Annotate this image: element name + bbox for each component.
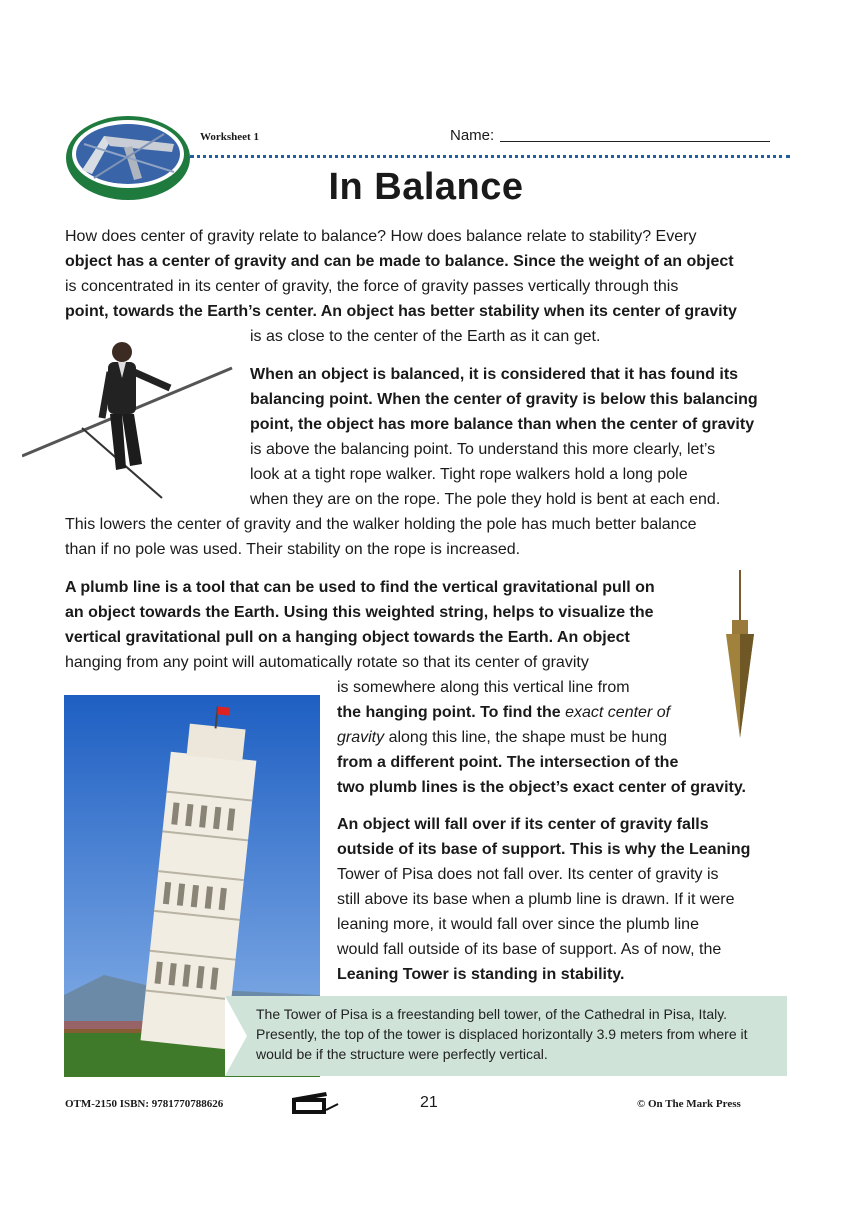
intro-paragraph: [65, 224, 785, 349]
stability-line-2: outside of its base of support. This is why the Leaning: [337, 841, 751, 858]
balance-line-5: look at a tight rope walker. Tight rope walkers hold a long pole: [250, 466, 688, 483]
balance-paragraph: [250, 362, 790, 512]
worksheet-label: Worksheet 1: [200, 131, 259, 143]
balance-line-2: balancing point. When the center of gravity is below this balancing: [250, 391, 758, 408]
stability-line-1: An object will fall over if its center of gravity falls: [337, 816, 709, 833]
tightrope-walker-image: [22, 338, 242, 502]
plumb-line-7: gravity along this line, the shape must be hung: [337, 729, 667, 746]
stability-line-7: Leaning Tower is standing in stability.: [337, 966, 625, 983]
footer-copyright: © On The Mark Press: [637, 1098, 741, 1110]
balance-line-3: point, the object has more balance than when the center of gravity: [250, 416, 755, 433]
header-divider: [190, 155, 790, 158]
footer-isbn: OTM-2150 ISBN: 9781770788626: [65, 1098, 224, 1110]
intro-line-2: object has a center of gravity and can be made to balance. Since the weight of an object: [65, 253, 734, 270]
name-field-line[interactable]: [500, 141, 770, 142]
clapperboard-icon: [290, 1090, 340, 1116]
intro-line-1: How does center of gravity relate to balance? How does balance relate to stability? Every: [65, 228, 697, 245]
balance-paragraph-continued: [65, 512, 785, 562]
stability-line-4: still above its base when a plumb line is drawn. If it were: [337, 891, 735, 908]
plumb-line-2: an object towards the Earth. Using this weighted string, helps to visualize the: [65, 604, 654, 621]
fact-box-notch: [225, 996, 247, 1076]
intro-line-3: is concentrated in its center of gravity, the force of gravity passes vertically through this: [65, 278, 679, 295]
plumb-line-1: A plumb line is a tool that can be used to find the vertical gravitational pull on: [65, 579, 655, 596]
plumb-line-6: the hanging point. To find the exact center of: [337, 704, 671, 721]
plumb-line-8: from a different point. The intersection of the: [337, 754, 679, 771]
stability-line-3: Tower of Pisa does not fall over. Its center of gravity is: [337, 866, 719, 883]
balance-line-4: is above the balancing point. To understand this more clearly, let’s: [250, 441, 716, 458]
intro-line-5: is as close to the center of the Earth as it can get.: [250, 328, 601, 345]
balance-line-1: When an object is balanced, it is considered that it has found its: [250, 366, 739, 383]
stability-line-5: leaning more, it would fall over since the plumb line: [337, 916, 699, 933]
plumb-paragraph: [65, 575, 715, 675]
fact-box-text: The Tower of Pisa is a freestanding bell tower, of the Cathedral in Pisa, Italy. Presently, the top of the tower is displaced horizontally 3.9 meters from where it would be if the structure were perfectly vertical.: [256, 1006, 748, 1062]
stability-paragraph: [337, 812, 787, 987]
balance-line-6: when they are on the rope. The pole they hold is bent at each end.: [250, 491, 721, 508]
stability-line-6: would fall outside of its base of support. As of now, the: [337, 941, 722, 958]
plumb-paragraph-continued: [337, 675, 777, 800]
name-label: Name:: [450, 127, 495, 144]
balance-line-7: This lowers the center of gravity and the walker holding the pole has much better balance: [65, 516, 697, 533]
page-title-text: In Balance: [328, 166, 524, 208]
page-number: 21: [420, 1094, 438, 1111]
plumb-line-9: two plumb lines is the object’s exact center of gravity.: [337, 779, 746, 796]
plumb-line-3: vertical gravitational pull on a hanging object towards the Earth. An object: [65, 629, 630, 646]
intro-line-4: point, towards the Earth’s center. An object has better stability when its center of gravity: [65, 303, 737, 320]
page-title: [0, 166, 852, 209]
balance-line-8: than if no pole was used. Their stability on the rope is increased.: [65, 541, 521, 558]
plumb-line-4: hanging from any point will automatically rotate so that its center of gravity: [65, 654, 589, 671]
plumb-line-5: is somewhere along this vertical line from: [337, 679, 630, 696]
